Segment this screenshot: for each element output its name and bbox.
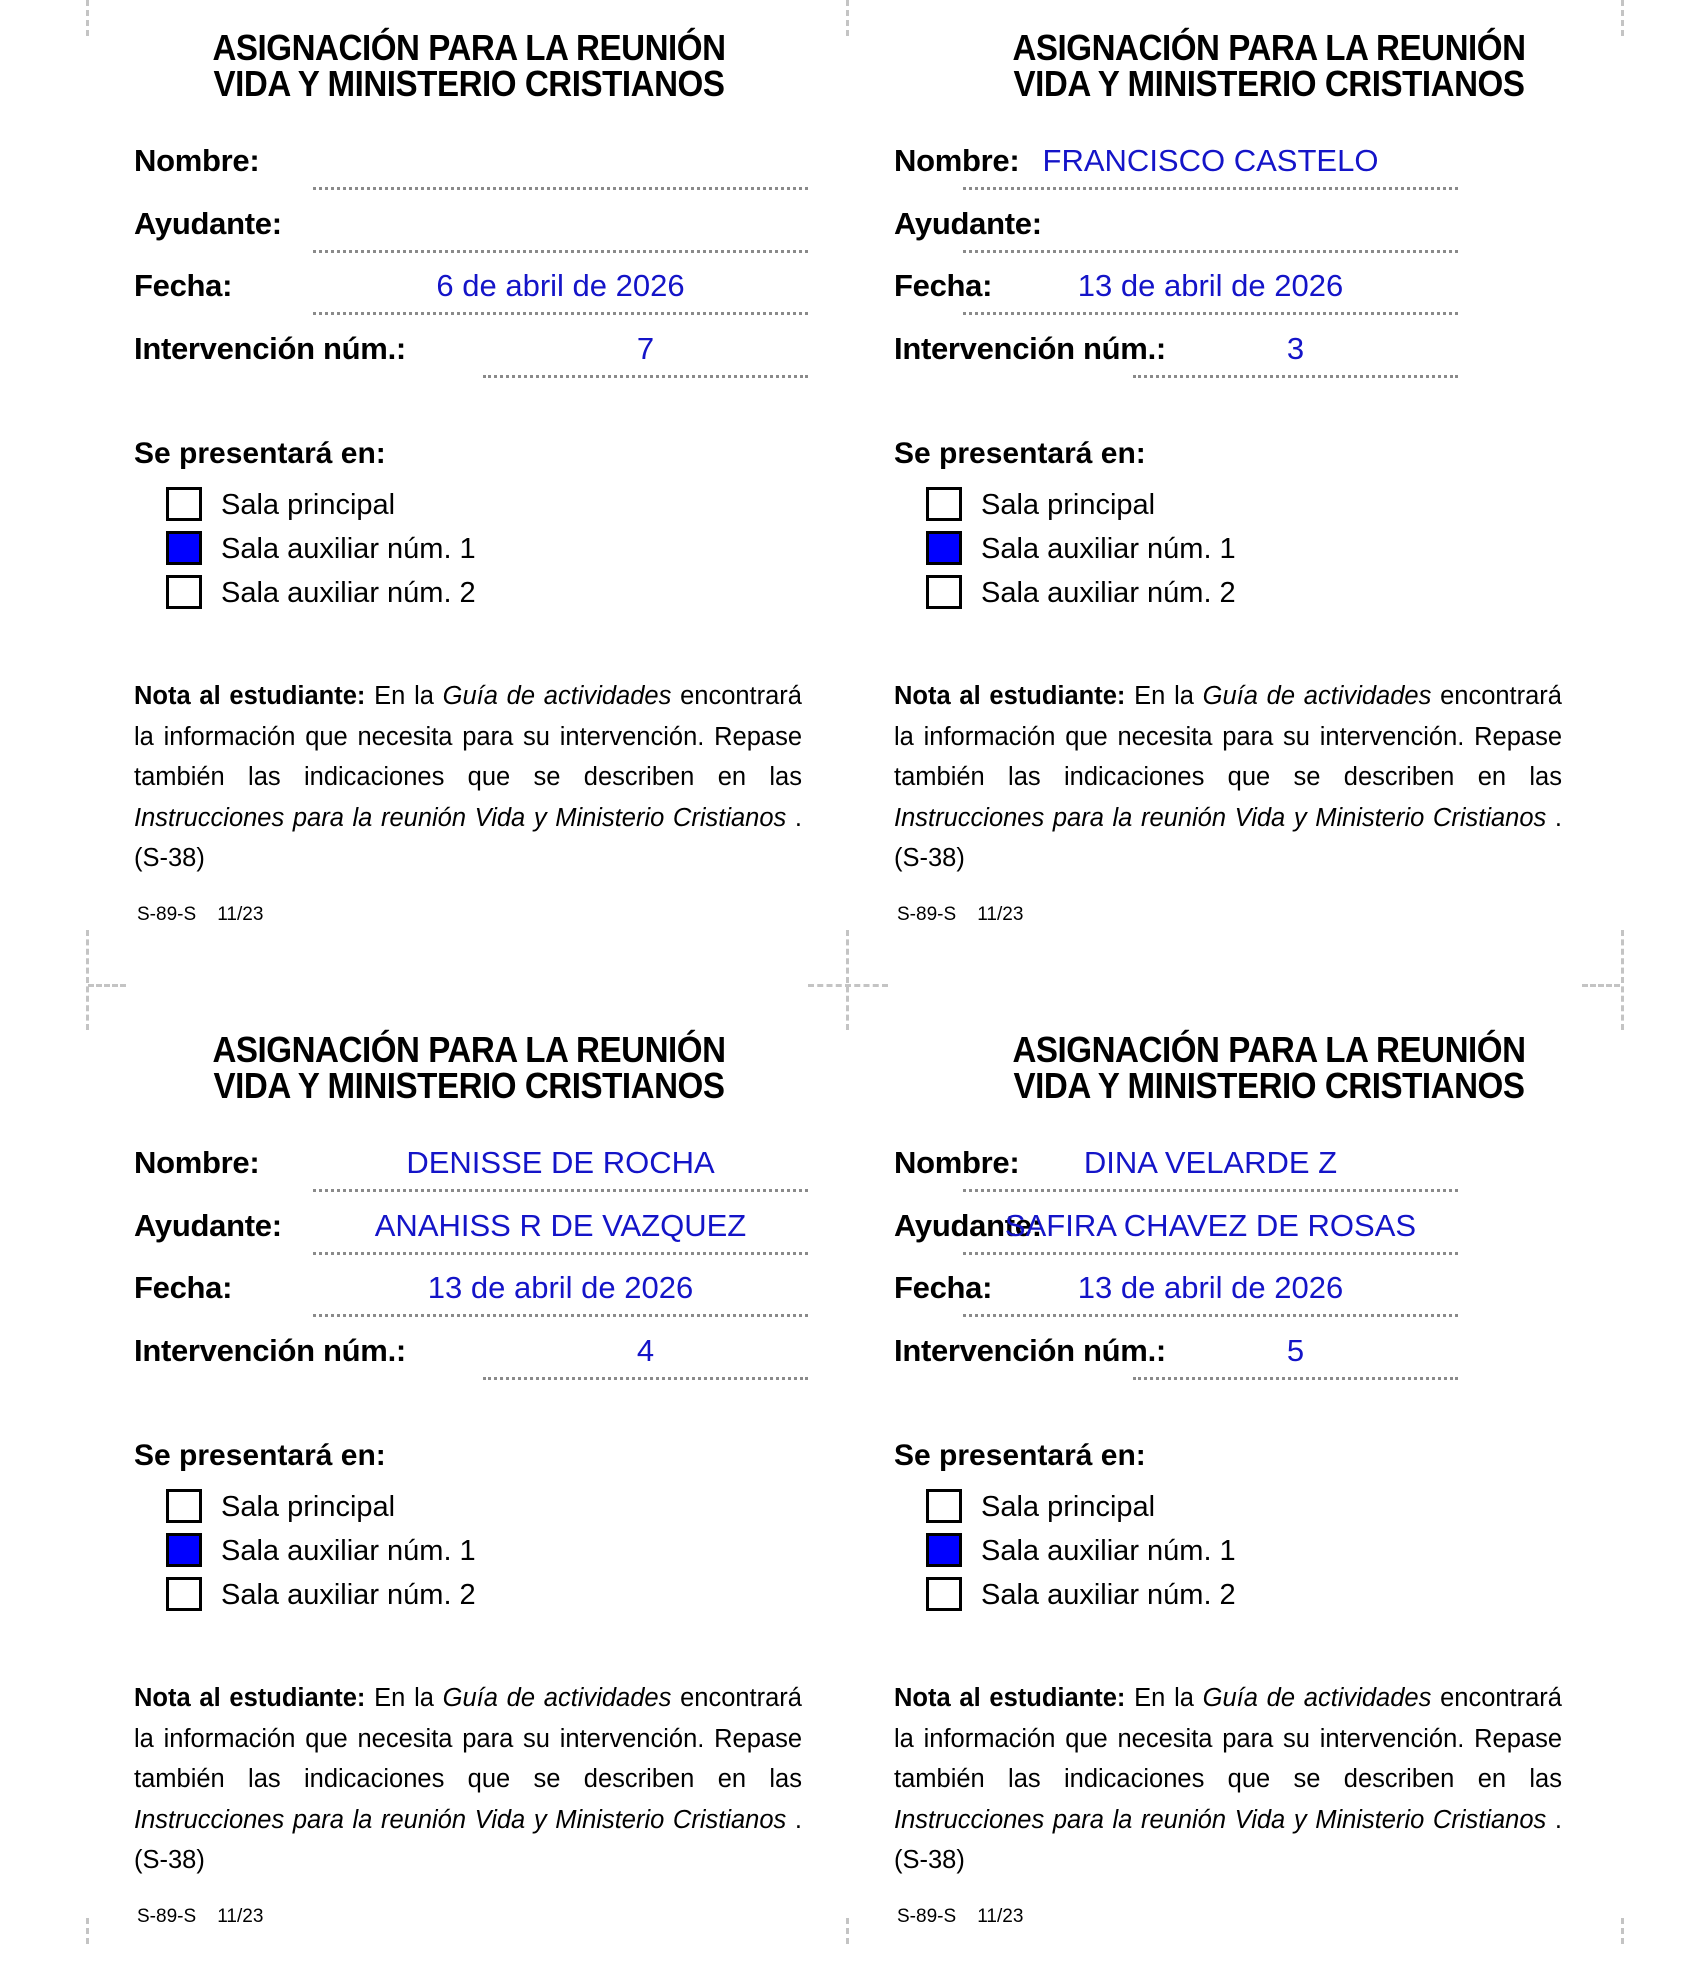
- option-label: Sala auxiliar núm. 1: [981, 1535, 1236, 1567]
- option-sala-auxiliar-2[interactable]: [926, 1575, 1326, 1615]
- nombre-value: FRANCISCO CASTELO: [1042, 143, 1379, 178]
- intervencion-label: Intervención núm.:: [134, 331, 406, 366]
- crop-mark: [88, 984, 126, 987]
- crop-mark: [1582, 984, 1620, 987]
- fecha-label: Fecha:: [894, 1270, 993, 1305]
- presentara-heading: Se presentará en:: [134, 437, 386, 470]
- checkbox[interactable]: [926, 1577, 962, 1611]
- intervencion-row: [894, 1331, 1594, 1381]
- ayudante-label: Ayudante:: [894, 1208, 1042, 1243]
- form-title: ASIGNACIÓN PARA LA REUNIÓN VIDA Y MINISTERIO CRISTIANOS: [212, 27, 726, 104]
- ayudante-field[interactable]: [313, 1206, 808, 1255]
- ayudante-field[interactable]: [963, 204, 1458, 253]
- student-note: Nota al estudiante: En la Guía de actividades encontrará la información que necesita para su intervención. Repase también las indicaciones que se describen en las Instrucciones para la reunión Vida y Ministerio Cristianos . (S-38): [894, 682, 1562, 872]
- ayudante-field[interactable]: [963, 1206, 1458, 1255]
- intervencion-row: [894, 329, 1594, 379]
- nombre-row: [134, 141, 834, 191]
- option-sala-auxiliar-2[interactable]: [166, 573, 566, 613]
- ayudante-label: Ayudante:: [134, 1208, 282, 1243]
- fecha-field[interactable]: [963, 1268, 1458, 1317]
- checkbox[interactable]: [166, 1533, 202, 1567]
- student-note: Nota al estudiante: En la Guía de actividades encontrará la información que necesita para su intervención. Repase también las indicaciones que se describen en las Instrucciones para la reunión Vida y Ministerio Cristianos . (S-38): [894, 1684, 1562, 1874]
- nombre-field[interactable]: [963, 1143, 1458, 1192]
- fecha-field[interactable]: [313, 1268, 808, 1317]
- presentara-heading: Se presentará en:: [134, 1439, 386, 1472]
- form-code: S-89-S: [897, 1906, 957, 1927]
- option-sala-principal[interactable]: [926, 485, 1326, 525]
- option-label: Sala auxiliar núm. 1: [221, 533, 476, 565]
- fecha-row: [134, 266, 834, 316]
- intervencion-value: 5: [1286, 1333, 1305, 1368]
- intervencion-field[interactable]: [483, 329, 808, 378]
- option-label: Sala principal: [981, 489, 1156, 521]
- option-sala-auxiliar-2[interactable]: [166, 1575, 566, 1615]
- assignment-card: [850, 0, 1700, 972]
- option-sala-auxiliar-1[interactable]: [926, 529, 1326, 569]
- form-title: ASIGNACIÓN PARA LA REUNIÓN VIDA Y MINISTERIO CRISTIANOS: [1012, 1029, 1526, 1106]
- nombre-value: DINA VELARDE Z: [1083, 1145, 1338, 1180]
- form-footer: [137, 1905, 263, 1929]
- ayudante-row: [894, 1206, 1594, 1256]
- option-sala-auxiliar-1[interactable]: [166, 529, 566, 569]
- fecha-row: [894, 266, 1594, 316]
- ayudante-value: SAFIRA CHAVEZ DE ROSAS: [1004, 1208, 1417, 1243]
- presentara-heading: Se presentará en:: [894, 1439, 1146, 1472]
- checkbox[interactable]: [926, 487, 962, 521]
- ayudante-value: ANAHISS R DE VAZQUEZ: [374, 1208, 747, 1243]
- fecha-value: 13 de abril de 2026: [427, 1270, 694, 1305]
- nombre-label: Nombre:: [894, 1145, 1020, 1180]
- option-sala-auxiliar-1[interactable]: [926, 1531, 1326, 1571]
- ayudante-label: Ayudante:: [894, 206, 1042, 241]
- checkbox[interactable]: [166, 1489, 202, 1523]
- assignment-card: [0, 1002, 850, 1974]
- option-label: Sala auxiliar núm. 2: [221, 577, 476, 609]
- ayudante-row: [894, 204, 1594, 254]
- ayudante-label: Ayudante:: [134, 206, 282, 241]
- intervencion-row: [134, 1331, 834, 1381]
- form-footer: [897, 903, 1023, 927]
- fecha-row: [894, 1268, 1594, 1318]
- option-label: Sala auxiliar núm. 1: [221, 1535, 476, 1567]
- nombre-value: DENISSE DE ROCHA: [406, 1145, 715, 1180]
- fecha-value: 13 de abril de 2026: [1077, 268, 1344, 303]
- intervencion-field[interactable]: [1133, 1331, 1458, 1380]
- student-note: Nota al estudiante: En la Guía de actividades encontrará la información que necesita para su intervención. Repase también las indicaciones que se describen en las Instrucciones para la reunión Vida y Ministerio Cristianos . (S-38): [134, 1684, 802, 1874]
- checkbox[interactable]: [166, 487, 202, 521]
- intervencion-row: [134, 329, 834, 379]
- option-label: Sala auxiliar núm. 2: [221, 1579, 476, 1611]
- nombre-label: Nombre:: [894, 143, 1020, 178]
- ayudante-row: [134, 204, 834, 254]
- intervencion-field[interactable]: [483, 1331, 808, 1380]
- assignment-card: [850, 1002, 1700, 1974]
- checkbox[interactable]: [926, 1533, 962, 1567]
- assignment-card: [0, 0, 850, 972]
- checkbox[interactable]: [926, 531, 962, 565]
- nombre-row: [134, 1143, 834, 1193]
- checkbox[interactable]: [926, 575, 962, 609]
- fecha-field[interactable]: [313, 266, 808, 315]
- fecha-label: Fecha:: [134, 1270, 233, 1305]
- nombre-label: Nombre:: [134, 143, 260, 178]
- option-label: Sala auxiliar núm. 1: [981, 533, 1236, 565]
- intervencion-label: Intervención núm.:: [134, 1333, 406, 1368]
- option-sala-auxiliar-2[interactable]: [926, 573, 1326, 613]
- student-note: Nota al estudiante: En la Guía de actividades encontrará la información que necesita para su intervención. Repase también las indicaciones que se describen en las Instrucciones para la reunión Vida y Ministerio Cristianos . (S-38): [134, 682, 802, 872]
- option-label: Sala principal: [221, 489, 396, 521]
- fecha-label: Fecha:: [134, 268, 233, 303]
- intervencion-label: Intervención núm.:: [894, 1333, 1166, 1368]
- form-revision: 11/23: [217, 1906, 264, 1927]
- checkbox[interactable]: [166, 575, 202, 609]
- form-footer: [897, 1905, 1023, 1929]
- option-sala-principal[interactable]: [926, 1487, 1326, 1527]
- intervencion-value: 4: [636, 1333, 655, 1368]
- form-footer: [137, 903, 263, 927]
- nombre-row: [894, 1143, 1594, 1193]
- nombre-row: [894, 141, 1594, 191]
- ayudante-field[interactable]: [313, 204, 808, 253]
- form-title: ASIGNACIÓN PARA LA REUNIÓN VIDA Y MINISTERIO CRISTIANOS: [1012, 27, 1526, 104]
- option-label: Sala principal: [981, 1491, 1156, 1523]
- presentara-heading: Se presentará en:: [894, 437, 1146, 470]
- option-sala-auxiliar-1[interactable]: [166, 1531, 566, 1571]
- form-code: S-89-S: [137, 904, 197, 925]
- fecha-value: 13 de abril de 2026: [1077, 1270, 1344, 1305]
- nombre-field[interactable]: [313, 141, 808, 190]
- crop-mark: [808, 984, 888, 987]
- option-label: Sala auxiliar núm. 2: [981, 1579, 1236, 1611]
- fecha-value: 6 de abril de 2026: [436, 268, 685, 303]
- nombre-field[interactable]: [313, 1143, 808, 1192]
- intervencion-field[interactable]: [1133, 329, 1458, 378]
- option-label: Sala auxiliar núm. 2: [981, 577, 1236, 609]
- form-revision: 11/23: [977, 1906, 1024, 1927]
- checkbox[interactable]: [926, 1489, 962, 1523]
- fecha-row: [134, 1268, 834, 1318]
- fecha-label: Fecha:: [894, 268, 993, 303]
- checkbox[interactable]: [166, 531, 202, 565]
- intervencion-label: Intervención núm.:: [894, 331, 1166, 366]
- fecha-field[interactable]: [963, 266, 1458, 315]
- nombre-field[interactable]: [963, 141, 1458, 190]
- form-code: S-89-S: [137, 1906, 197, 1927]
- form-code: S-89-S: [897, 904, 957, 925]
- option-sala-principal[interactable]: [166, 485, 566, 525]
- ayudante-row: [134, 1206, 834, 1256]
- intervencion-value: 7: [636, 331, 655, 366]
- option-sala-principal[interactable]: [166, 1487, 566, 1527]
- option-label: Sala principal: [221, 1491, 396, 1523]
- form-revision: 11/23: [977, 904, 1024, 925]
- intervencion-value: 3: [1286, 331, 1305, 366]
- nombre-label: Nombre:: [134, 1145, 260, 1180]
- checkbox[interactable]: [166, 1577, 202, 1611]
- form-title: ASIGNACIÓN PARA LA REUNIÓN VIDA Y MINISTERIO CRISTIANOS: [212, 1029, 726, 1106]
- form-revision: 11/23: [217, 904, 264, 925]
